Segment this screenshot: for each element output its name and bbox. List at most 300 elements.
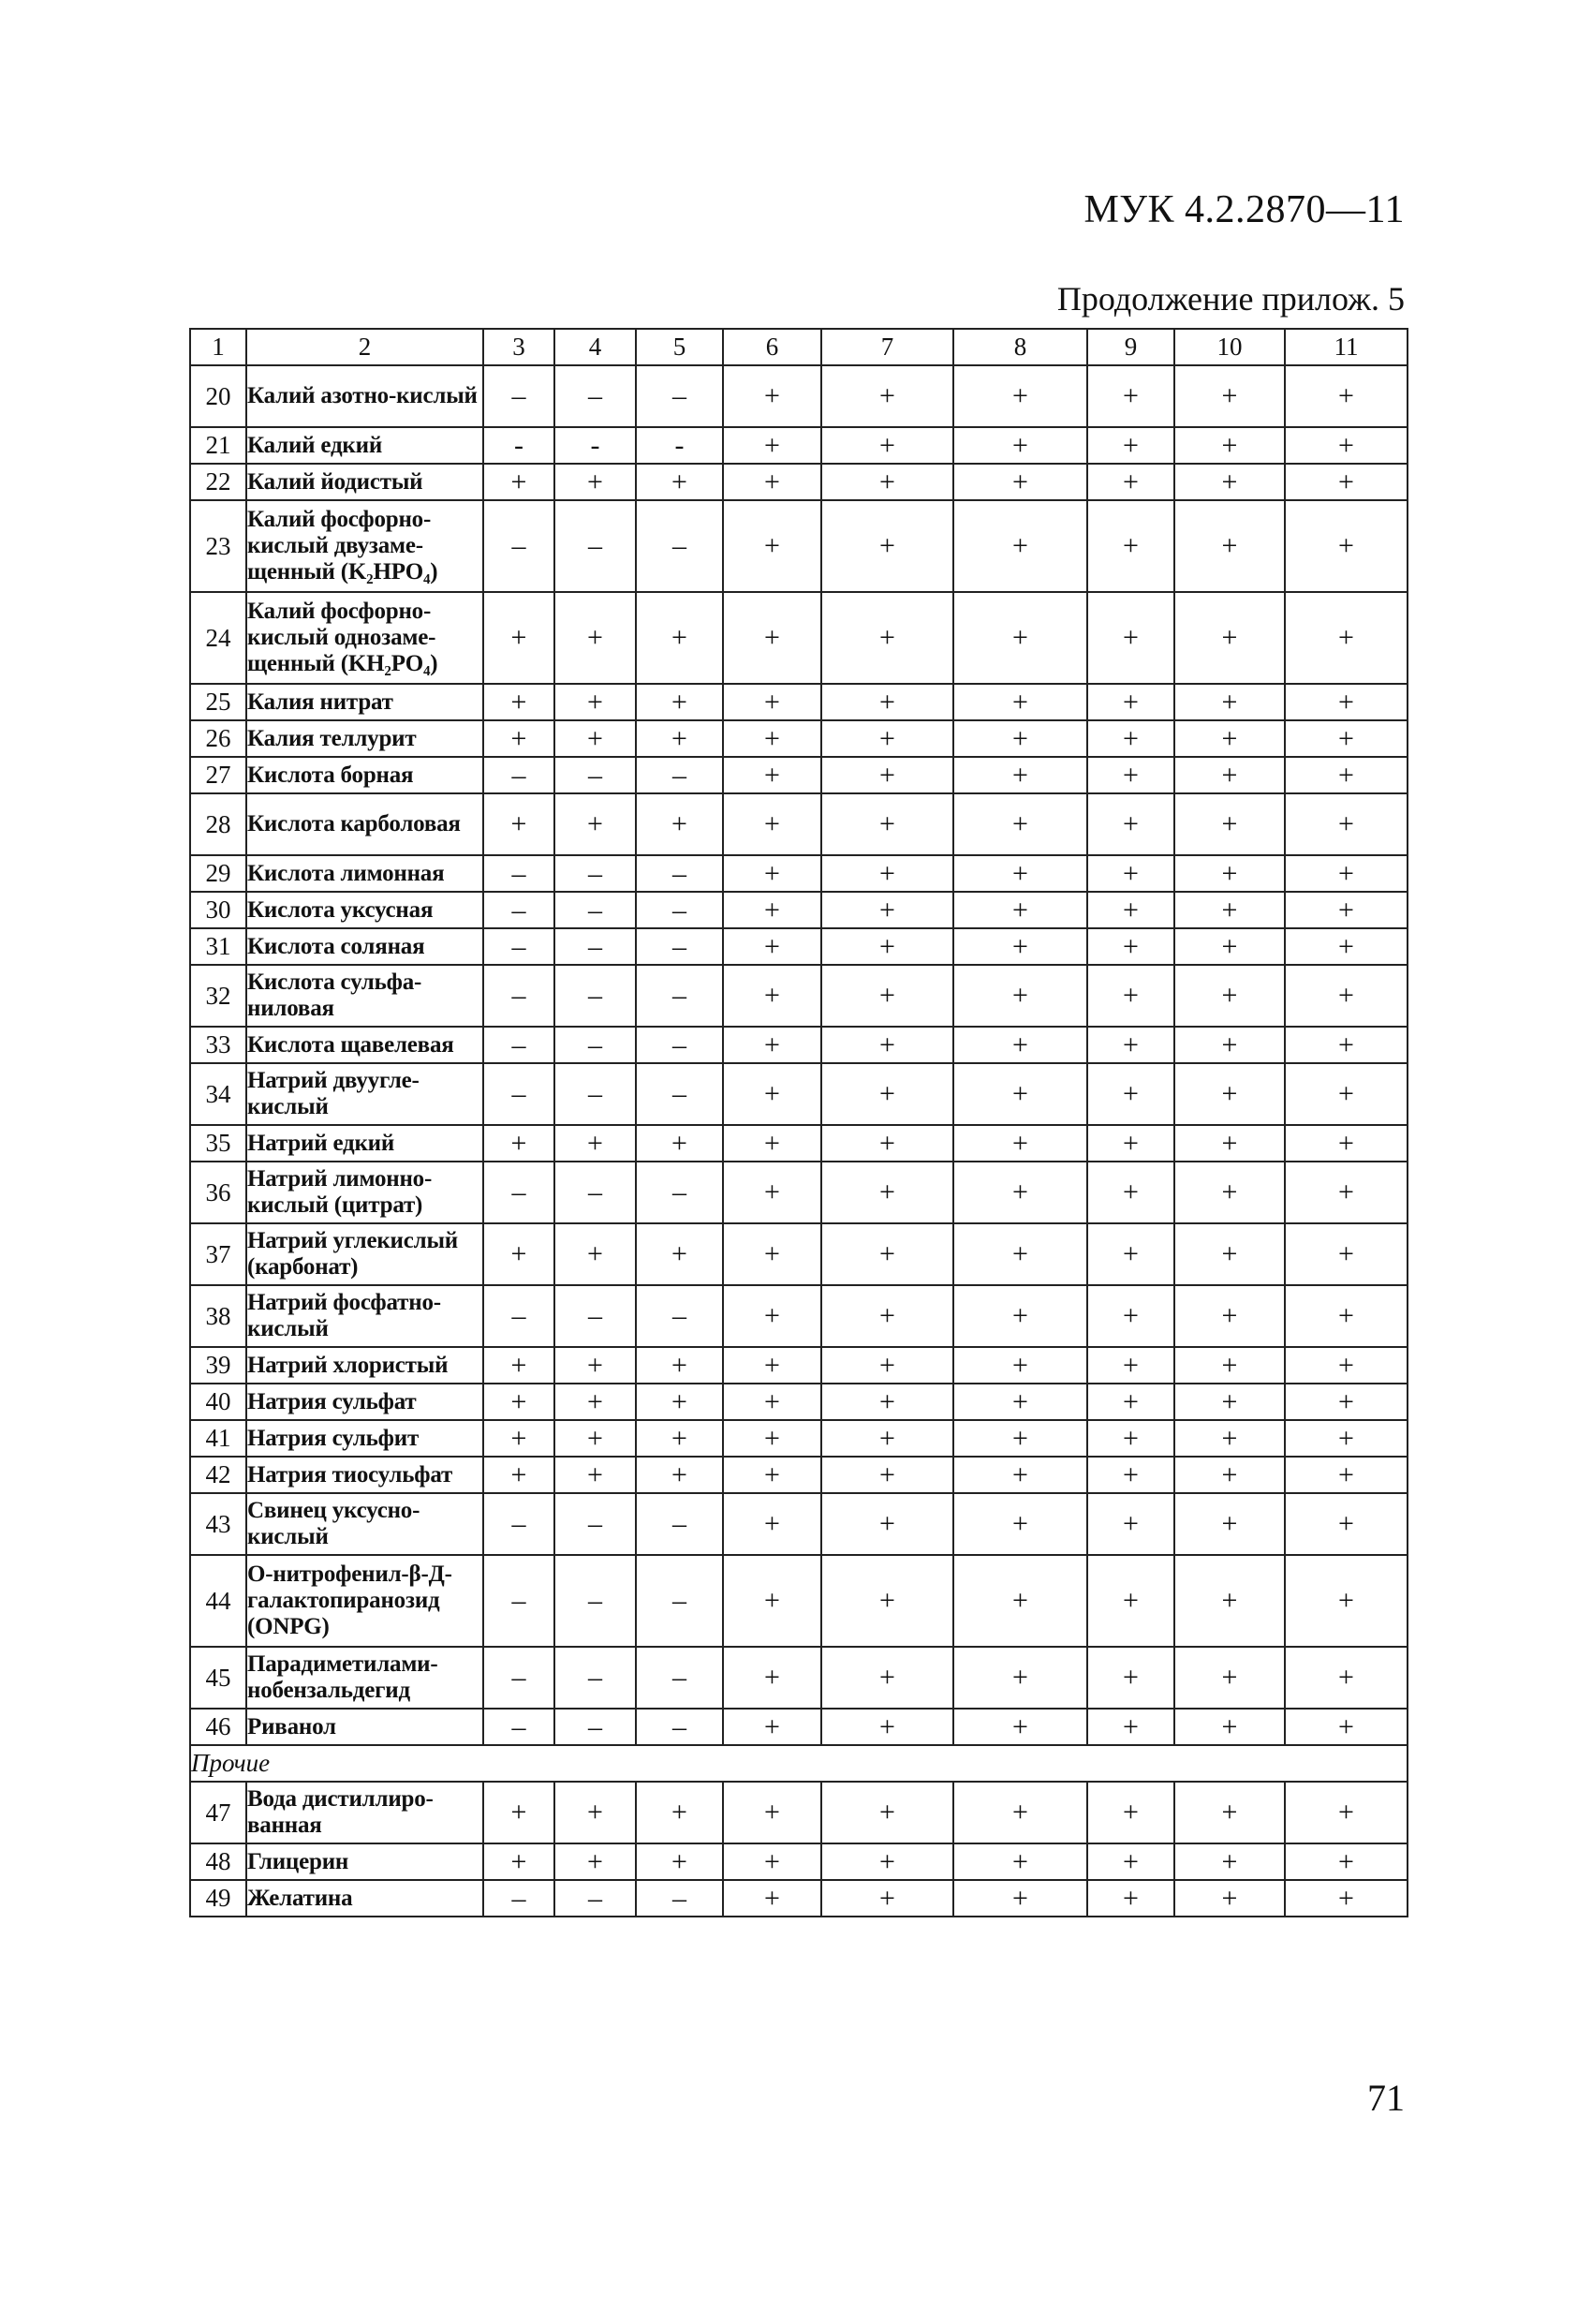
result-mark: +: [953, 1162, 1087, 1223]
result-mark: +: [953, 1027, 1087, 1063]
result-mark: +: [1174, 892, 1285, 928]
result-mark: +: [821, 1647, 953, 1709]
header-row: [190, 329, 1408, 365]
result-mark: +: [821, 592, 953, 684]
result-mark: +: [554, 1457, 636, 1493]
table-row: [190, 1285, 1408, 1347]
result-mark: +: [1285, 1223, 1408, 1285]
reagent-name: Натрия сульфат: [246, 1384, 483, 1420]
result-mark: –: [636, 892, 723, 928]
result-mark: –: [636, 1555, 723, 1647]
result-mark: +: [1174, 684, 1285, 720]
result-mark: +: [723, 427, 821, 464]
reagent-name: Натрия сульфит: [246, 1420, 483, 1457]
result-mark: +: [1285, 1880, 1408, 1917]
result-mark: –: [483, 365, 554, 427]
table-row: [190, 1162, 1408, 1223]
result-mark: –: [483, 1493, 554, 1555]
reagent-name: Кислота сульфа-ниловая: [246, 965, 483, 1027]
result-mark: +: [723, 464, 821, 500]
result-mark: +: [953, 1347, 1087, 1384]
result-mark: +: [953, 1285, 1087, 1347]
result-mark: +: [821, 1457, 953, 1493]
result-mark: +: [723, 592, 821, 684]
result-mark: +: [1285, 1457, 1408, 1493]
result-mark: –: [483, 855, 554, 892]
result-mark: +: [723, 1223, 821, 1285]
result-mark: +: [953, 592, 1087, 684]
result-mark: +: [723, 965, 821, 1027]
result-mark: +: [1087, 965, 1174, 1027]
result-mark: +: [1174, 1843, 1285, 1880]
result-mark: –: [483, 1709, 554, 1745]
result-mark: +: [723, 720, 821, 757]
result-mark: –: [483, 1647, 554, 1709]
result-mark: +: [723, 1555, 821, 1647]
table-row: [190, 500, 1408, 592]
result-mark: +: [483, 1457, 554, 1493]
result-mark: +: [1285, 1782, 1408, 1843]
row-number: 30: [190, 892, 246, 928]
table-caption: Продолжение прилож. 5: [1056, 280, 1405, 318]
table-row: [190, 1782, 1408, 1843]
result-mark: +: [1174, 965, 1285, 1027]
column-header: 10: [1174, 329, 1285, 365]
row-number: 25: [190, 684, 246, 720]
reagent-name: Вода дистиллиро-ванная: [246, 1782, 483, 1843]
result-mark: +: [1285, 1063, 1408, 1125]
result-mark: +: [821, 1709, 953, 1745]
result-mark: +: [821, 1162, 953, 1223]
result-mark: –: [554, 1027, 636, 1063]
result-mark: -: [483, 427, 554, 464]
result-mark: –: [483, 928, 554, 965]
result-mark: +: [1285, 500, 1408, 592]
result-mark: +: [1087, 1384, 1174, 1420]
result-mark: +: [1087, 1493, 1174, 1555]
result-mark: +: [1174, 1285, 1285, 1347]
result-mark: +: [1285, 464, 1408, 500]
result-mark: –: [636, 365, 723, 427]
result-mark: +: [554, 720, 636, 757]
table-row: [190, 965, 1408, 1027]
result-mark: –: [554, 892, 636, 928]
result-mark: +: [554, 592, 636, 684]
result-mark: +: [636, 1420, 723, 1457]
result-mark: +: [1174, 1027, 1285, 1063]
result-mark: –: [483, 965, 554, 1027]
result-mark: +: [1285, 1347, 1408, 1384]
result-mark: +: [1087, 1880, 1174, 1917]
document-code: МУК 4.2.2870—11: [1083, 188, 1405, 231]
result-mark: +: [636, 1457, 723, 1493]
result-mark: +: [636, 592, 723, 684]
reagent-name: Калий азотно-кислый: [246, 365, 483, 427]
result-mark: +: [636, 1384, 723, 1420]
result-mark: +: [636, 1843, 723, 1880]
result-mark: +: [821, 892, 953, 928]
result-mark: +: [953, 1647, 1087, 1709]
reagent-name: Свинец уксусно-кислый: [246, 1493, 483, 1555]
reagent-name: Калий едкий: [246, 427, 483, 464]
reagent-name: Кислота лимонная: [246, 855, 483, 892]
result-mark: -: [636, 427, 723, 464]
row-number: 43: [190, 1493, 246, 1555]
result-mark: –: [483, 1285, 554, 1347]
result-mark: –: [636, 1880, 723, 1917]
result-mark: +: [1087, 427, 1174, 464]
row-number: 36: [190, 1162, 246, 1223]
reagent-name: Кислота карболовая: [246, 793, 483, 855]
result-mark: +: [723, 928, 821, 965]
row-number: 48: [190, 1843, 246, 1880]
result-mark: +: [554, 684, 636, 720]
result-mark: +: [821, 1880, 953, 1917]
result-mark: –: [636, 928, 723, 965]
result-mark: –: [636, 1063, 723, 1125]
result-mark: +: [483, 793, 554, 855]
result-mark: –: [636, 1493, 723, 1555]
result-mark: +: [953, 1384, 1087, 1420]
result-mark: +: [1174, 1125, 1285, 1162]
result-mark: –: [636, 1285, 723, 1347]
result-mark: +: [953, 928, 1087, 965]
result-mark: +: [483, 1125, 554, 1162]
reagent-name: Кислота уксусная: [246, 892, 483, 928]
table-row: [190, 892, 1408, 928]
reagent-name: Натрий лимонно-кислый (цитрат): [246, 1162, 483, 1223]
result-mark: +: [483, 1384, 554, 1420]
result-mark: +: [953, 892, 1087, 928]
result-mark: +: [1285, 1125, 1408, 1162]
result-mark: –: [554, 928, 636, 965]
reagent-name: Калий фосфорно-кислый двузаме-щенный (K₂HPO₄): [246, 500, 483, 592]
result-mark: +: [1087, 1027, 1174, 1063]
result-mark: +: [1174, 1555, 1285, 1647]
result-mark: +: [636, 1347, 723, 1384]
result-mark: +: [953, 757, 1087, 793]
table-row: [190, 1880, 1408, 1917]
result-mark: +: [1285, 1709, 1408, 1745]
result-mark: +: [1285, 757, 1408, 793]
reagent-name: Глицерин: [246, 1843, 483, 1880]
result-mark: +: [821, 1384, 953, 1420]
result-mark: +: [953, 1782, 1087, 1843]
result-mark: +: [1174, 365, 1285, 427]
result-mark: +: [953, 427, 1087, 464]
page-number: 71: [1367, 2077, 1405, 2119]
result-mark: +: [723, 1420, 821, 1457]
result-mark: +: [636, 684, 723, 720]
row-number: 26: [190, 720, 246, 757]
result-mark: +: [821, 1125, 953, 1162]
column-header: 2: [246, 329, 483, 365]
result-mark: –: [554, 1709, 636, 1745]
table-row: [190, 1647, 1408, 1709]
result-mark: +: [1087, 684, 1174, 720]
column-header: 3: [483, 329, 554, 365]
result-mark: –: [483, 1555, 554, 1647]
result-mark: –: [483, 1880, 554, 1917]
result-mark: +: [821, 720, 953, 757]
result-mark: +: [821, 365, 953, 427]
section-label: Прочие: [190, 1745, 1408, 1782]
result-mark: +: [723, 892, 821, 928]
result-mark: –: [554, 855, 636, 892]
result-mark: +: [1174, 1880, 1285, 1917]
column-header: 11: [1285, 329, 1408, 365]
result-mark: –: [554, 1555, 636, 1647]
table-row: [190, 855, 1408, 892]
reagent-name: Риванол: [246, 1709, 483, 1745]
reagent-name: Калий йодистый: [246, 464, 483, 500]
result-mark: +: [953, 855, 1087, 892]
result-mark: –: [483, 1162, 554, 1223]
table-row: [190, 928, 1408, 965]
table-row: [190, 1347, 1408, 1384]
result-mark: +: [723, 684, 821, 720]
row-number: 42: [190, 1457, 246, 1493]
result-mark: +: [1285, 1843, 1408, 1880]
result-mark: +: [636, 1223, 723, 1285]
result-mark: –: [636, 1027, 723, 1063]
result-mark: +: [723, 500, 821, 592]
result-mark: +: [1285, 592, 1408, 684]
table-row: [190, 1063, 1408, 1125]
result-mark: +: [1174, 1493, 1285, 1555]
reagent-name: Калия нитрат: [246, 684, 483, 720]
result-mark: +: [483, 1420, 554, 1457]
result-mark: +: [1285, 1285, 1408, 1347]
result-mark: +: [483, 684, 554, 720]
result-mark: +: [1285, 1420, 1408, 1457]
result-mark: +: [1087, 928, 1174, 965]
result-mark: –: [636, 757, 723, 793]
result-mark: +: [821, 1782, 953, 1843]
result-mark: +: [636, 793, 723, 855]
result-mark: +: [821, 427, 953, 464]
result-mark: +: [821, 500, 953, 592]
row-number: 49: [190, 1880, 246, 1917]
result-mark: +: [483, 1223, 554, 1285]
result-mark: +: [723, 1347, 821, 1384]
row-number: 41: [190, 1420, 246, 1457]
result-mark: +: [821, 1347, 953, 1384]
result-mark: –: [636, 1162, 723, 1223]
reagent-name: Натрия тиосульфат: [246, 1457, 483, 1493]
result-mark: +: [1174, 592, 1285, 684]
result-mark: +: [1087, 720, 1174, 757]
result-mark: +: [1087, 892, 1174, 928]
table-row: [190, 1843, 1408, 1880]
result-mark: +: [1087, 1782, 1174, 1843]
result-mark: +: [953, 1843, 1087, 1880]
result-mark: +: [723, 1457, 821, 1493]
row-number: 28: [190, 793, 246, 855]
row-number: 40: [190, 1384, 246, 1420]
result-mark: +: [1285, 720, 1408, 757]
row-number: 39: [190, 1347, 246, 1384]
result-mark: +: [554, 1420, 636, 1457]
row-number: 23: [190, 500, 246, 592]
result-mark: +: [1174, 1223, 1285, 1285]
result-mark: +: [1174, 1420, 1285, 1457]
result-mark: +: [953, 1493, 1087, 1555]
result-mark: +: [723, 1384, 821, 1420]
result-mark: +: [821, 965, 953, 1027]
reagent-name: Кислота щавелевая: [246, 1027, 483, 1063]
table-row: [190, 793, 1408, 855]
table-row: [190, 1493, 1408, 1555]
result-mark: +: [1087, 1843, 1174, 1880]
result-mark: +: [1087, 1709, 1174, 1745]
result-mark: +: [1174, 1457, 1285, 1493]
result-mark: +: [636, 1125, 723, 1162]
result-mark: +: [1174, 757, 1285, 793]
result-mark: –: [483, 1063, 554, 1125]
result-mark: +: [1087, 1063, 1174, 1125]
result-mark: +: [1174, 1709, 1285, 1745]
result-mark: +: [723, 1709, 821, 1745]
result-mark: +: [1087, 1647, 1174, 1709]
table-row: [190, 464, 1408, 500]
result-mark: +: [723, 1782, 821, 1843]
result-mark: +: [1087, 1223, 1174, 1285]
result-mark: +: [821, 793, 953, 855]
result-mark: +: [483, 720, 554, 757]
row-number: 21: [190, 427, 246, 464]
table-body: [190, 365, 1408, 1917]
result-mark: +: [953, 1420, 1087, 1457]
result-mark: +: [821, 1555, 953, 1647]
result-mark: +: [723, 1027, 821, 1063]
result-mark: +: [1087, 1125, 1174, 1162]
result-mark: +: [1285, 1493, 1408, 1555]
result-mark: +: [1087, 592, 1174, 684]
result-mark: +: [821, 1027, 953, 1063]
result-mark: +: [1285, 965, 1408, 1027]
row-number: 24: [190, 592, 246, 684]
result-mark: +: [821, 855, 953, 892]
result-mark: +: [1285, 365, 1408, 427]
result-mark: +: [554, 1843, 636, 1880]
row-number: 20: [190, 365, 246, 427]
result-mark: –: [554, 965, 636, 1027]
result-mark: –: [554, 1162, 636, 1223]
result-mark: +: [953, 1063, 1087, 1125]
result-mark: –: [636, 500, 723, 592]
result-mark: +: [821, 1223, 953, 1285]
result-mark: –: [636, 1709, 723, 1745]
row-number: 47: [190, 1782, 246, 1843]
result-mark: +: [1087, 1457, 1174, 1493]
result-mark: +: [1174, 720, 1285, 757]
row-number: 35: [190, 1125, 246, 1162]
result-mark: +: [821, 1420, 953, 1457]
result-mark: +: [1285, 892, 1408, 928]
table-row: [190, 1223, 1408, 1285]
result-mark: +: [1174, 427, 1285, 464]
result-mark: –: [554, 757, 636, 793]
result-mark: -: [554, 427, 636, 464]
result-mark: +: [821, 1843, 953, 1880]
result-mark: +: [1174, 1782, 1285, 1843]
result-mark: –: [636, 965, 723, 1027]
result-mark: +: [483, 592, 554, 684]
row-number: 34: [190, 1063, 246, 1125]
result-mark: +: [723, 757, 821, 793]
result-mark: +: [1285, 793, 1408, 855]
result-mark: +: [1285, 1647, 1408, 1709]
row-number: 31: [190, 928, 246, 965]
result-mark: +: [1285, 1027, 1408, 1063]
result-mark: +: [554, 464, 636, 500]
table-row: [190, 757, 1408, 793]
result-mark: –: [554, 1880, 636, 1917]
section-row: [190, 1745, 1408, 1782]
result-mark: +: [1174, 793, 1285, 855]
result-mark: –: [483, 500, 554, 592]
result-mark: +: [953, 1555, 1087, 1647]
result-mark: +: [821, 684, 953, 720]
row-number: 45: [190, 1647, 246, 1709]
result-mark: +: [636, 1782, 723, 1843]
result-mark: –: [483, 892, 554, 928]
result-mark: +: [1174, 1384, 1285, 1420]
result-mark: +: [1087, 855, 1174, 892]
result-mark: +: [821, 1493, 953, 1555]
table-row: [190, 684, 1408, 720]
result-mark: –: [554, 1285, 636, 1347]
result-mark: +: [953, 965, 1087, 1027]
result-mark: +: [1174, 1647, 1285, 1709]
row-number: 33: [190, 1027, 246, 1063]
result-mark: +: [636, 464, 723, 500]
result-mark: +: [1174, 464, 1285, 500]
result-mark: +: [953, 1457, 1087, 1493]
result-mark: +: [1087, 1555, 1174, 1647]
result-mark: +: [723, 1063, 821, 1125]
result-mark: +: [636, 720, 723, 757]
reagent-name: Кислота соляная: [246, 928, 483, 965]
row-number: 46: [190, 1709, 246, 1745]
result-mark: +: [1087, 365, 1174, 427]
result-mark: –: [636, 1647, 723, 1709]
result-mark: –: [483, 1027, 554, 1063]
table-row: [190, 592, 1408, 684]
reagent-name: Натрий углекислый (карбонат): [246, 1223, 483, 1285]
result-mark: +: [723, 1493, 821, 1555]
result-mark: –: [483, 757, 554, 793]
result-mark: +: [1285, 855, 1408, 892]
result-mark: +: [1174, 1347, 1285, 1384]
result-mark: +: [723, 1843, 821, 1880]
row-number: 32: [190, 965, 246, 1027]
result-mark: +: [1087, 793, 1174, 855]
result-mark: +: [554, 1384, 636, 1420]
result-mark: +: [723, 1647, 821, 1709]
result-mark: +: [821, 464, 953, 500]
result-mark: –: [636, 855, 723, 892]
result-mark: +: [723, 365, 821, 427]
row-number: 29: [190, 855, 246, 892]
result-mark: +: [953, 1880, 1087, 1917]
result-mark: +: [1087, 1420, 1174, 1457]
result-mark: +: [723, 1880, 821, 1917]
result-mark: +: [1087, 757, 1174, 793]
result-mark: +: [723, 1125, 821, 1162]
result-mark: +: [821, 1285, 953, 1347]
